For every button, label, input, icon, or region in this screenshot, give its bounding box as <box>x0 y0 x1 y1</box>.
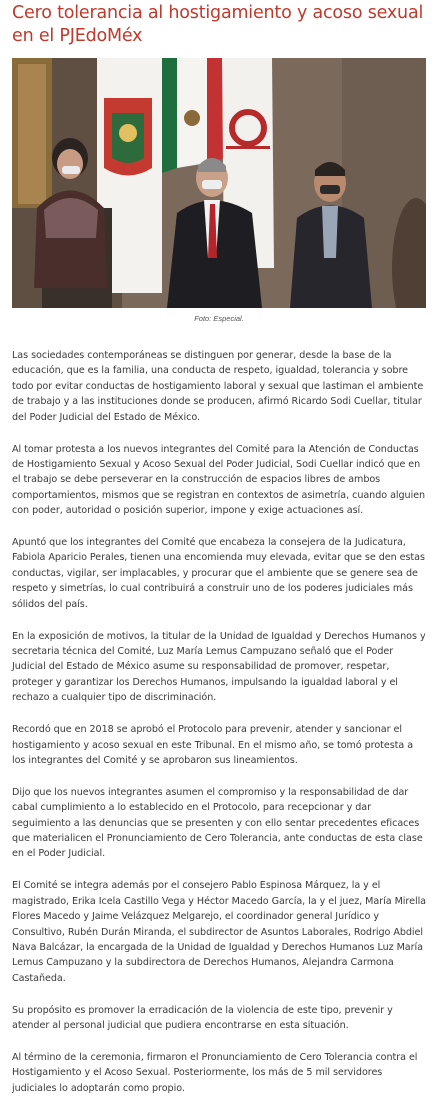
article-body <box>12 348 426 1096</box>
photo-caption: Foto: Especial. <box>194 314 244 323</box>
article-photo <box>12 58 426 308</box>
paragraph: El Comité se integra además por el consejero Pablo Espinosa Márquez, la y el magistrado, Erika Icela Castillo Vega y Héctor Macedo García, la y el juez, María Mirella Flores Macedo y Jaime Velázquez Melgarejo, el coordinador general Jurídico y Consultivo, Rubén Durán Miranda, el subdirector de Asuntos Laborales, Rodrigo Abdiel Nava Balcázar, la encargada de la Unidad de Igualdad y Derechos Humanos Luz María Lemus Campuzano y la subdirectora de Derechos Humanos, Alejandra Carmona Castañeda. <box>12 880 427 984</box>
paragraph: Su propósito es promover la erradicación de la violencia de este tipo, prevenir y atender al personal judicial que pudiera encontrarse en esta situación. <box>12 1004 393 1032</box>
article-title: Cero tolerancia al hostigamiento y acoso sexual en el PJEdoMéx <box>12 3 424 46</box>
photo-illustration <box>12 58 426 308</box>
paragraph: Dijo que los nuevos integrantes asumen el compromiso y la responsabilidad de dar cabal cumplimiento a lo establecido en el Protocolo, para recepcionar y dar seguimiento a las denuncias que se presenten y con ello sentar precedentes eficaces que materialicen el Pronunciamiento de Cero Tolerancia, ante conductas de esta clase en el Poder Judicial. <box>12 786 423 860</box>
paragraph: Recordó que en 2018 se aprobó el Protocolo para prevenir, atender y sancionar el hostigamiento y acoso sexual en este Tribunal. En el mismo año, se tomó protesta a los integrantes del Comité y se aprobaron sus lineamientos. <box>12 724 414 766</box>
paragraph: En la exposición de motivos, la titular de la Unidad de Igualdad y Derechos Humanos y secretaria técnica del Comité, Luz María Lemus Campuzano señaló que el Poder Judicial del Estado de México asume su responsabilidad de promover, respetar, proteger y garantizar los Derechos Humanos, impulsando la igualdad laboral y el rechazo a cualquier tipo de discriminación. <box>12 630 426 704</box>
paragraph: Las sociedades contemporáneas se distinguen por generar, desde la base de la educación, que es la familia, una conducta de respeto, igualdad, tolerancia y sobre todo por evitar conductas de hostigamiento laboral y sexual que lastiman el ambiente de trabajo y a las instituciones donde se producen, afirmó Ricardo Sodi Cuellar, titular del Poder Judicial del Estado de México. <box>12 350 424 423</box>
paragraph: Al término de la ceremonia, firmaron el Pronunciamiento de Cero Tolerancia contra el Hostigamiento y el Acoso Sexual. Posteriormente, los más de 5 mil servidores judiciales lo adoptarán como propio. <box>12 1052 418 1094</box>
paragraph: Al tomar protesta a los nuevos integrantes del Comité para la Atención de Conductas de Hostigamiento Sexual y Acoso Sexual del Poder Judicial, Sodi Cuellar indicó que en el trabajo se debe perseverar en la construcción de espacios libres de ambos comportamientos, mismos que se registran en contextos de asimetría, cuando alguien con poder, autoridad o posición superior, impone y exige actuaciones así. <box>12 443 426 517</box>
paragraph: Apuntó que los integrantes del Comité que encabeza la consejera de la Judicatura, Fabiola Aparicio Perales, tienen una encomienda muy elevada, evitar que se den estas conductas, vigilar, ser implacables, y procurar que el ambiente que se genere sea de respeto y simetrías, lo cual contribuirá a construir uno de los poderes judiciales más sólidos del país. <box>12 537 425 610</box>
